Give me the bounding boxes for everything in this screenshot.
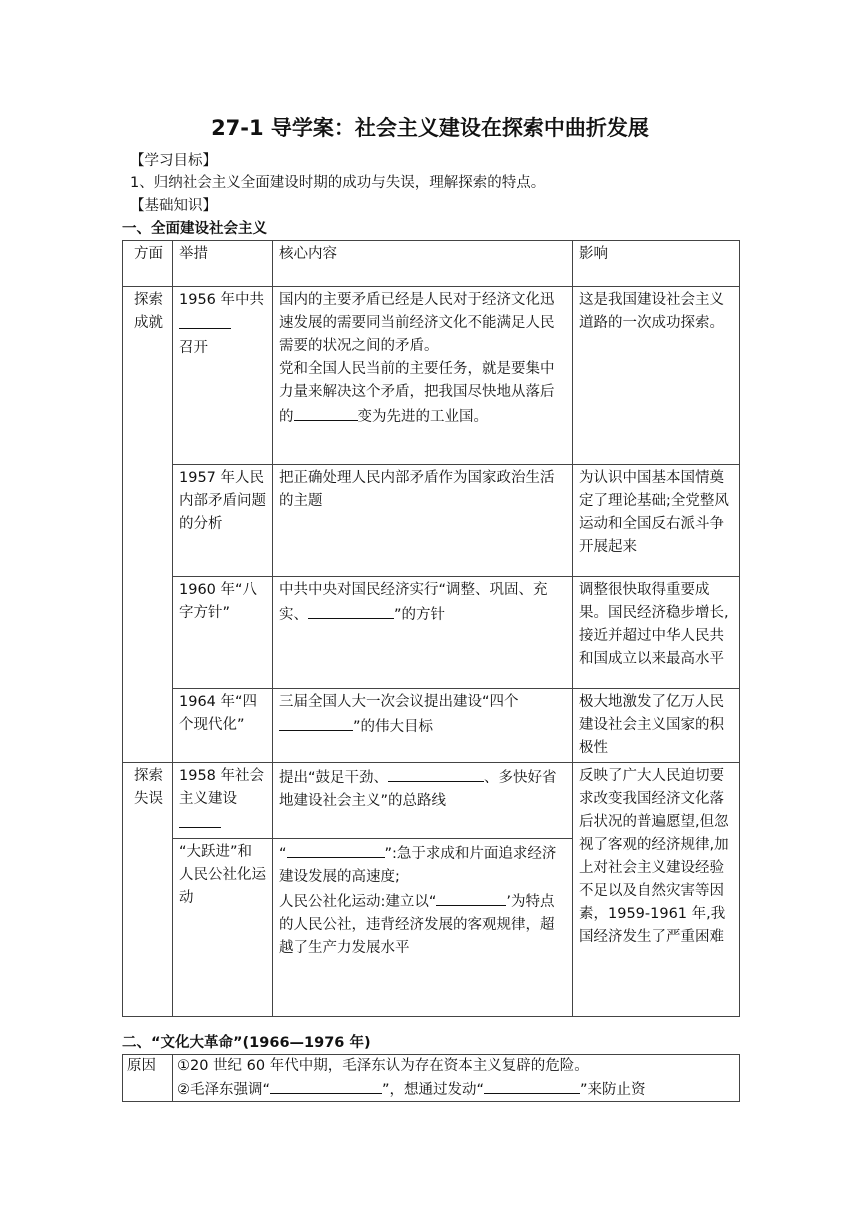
impact-cell: 为认识中国基本国情奠定了理论基础;全党整风运动和全国反右派斗争开展起来 (573, 465, 740, 577)
fill-blank[interactable] (308, 602, 394, 619)
core-text: 三届全国人大一次会议提出建设“四个 (279, 694, 519, 710)
core-text: ”的伟大目标 (353, 719, 434, 735)
fill-blank[interactable] (270, 1077, 382, 1094)
header-measure: 举措 (173, 241, 273, 287)
core-text: 国内的主要矛盾已经是人民对于经济文化迅速发展的需要同当前经济文化不能满足人民需要的状况之间的矛盾。 (279, 292, 555, 354)
table-row (123, 763, 740, 839)
reason-text: ②毛泽东强调“ (177, 1082, 271, 1098)
table-row (123, 1055, 740, 1102)
fill-blank[interactable] (179, 312, 231, 329)
impact-cell: 调整很快取得重要成果。国民经济稳步增长,接近并超过中华人民共和国成立以来最高水平 (573, 577, 740, 689)
measure-cell (173, 287, 273, 465)
reason-cell (173, 1055, 740, 1102)
section-2-heading: 二、“文化大革命”(1966—1976 年) (122, 1035, 371, 1051)
fill-blank[interactable] (294, 404, 358, 421)
group-failure-label: 探索失误 (123, 763, 173, 1017)
impact-cell: 极大地激发了亿万人民建设社会主义国家的积极性 (573, 689, 740, 763)
measure-cell: 1960 年“八字方针” (173, 577, 273, 689)
core-cell (273, 689, 573, 763)
core-text: 党和全国人民当前的主要任务，就是要集中力量来解决这个矛盾，把我国尽快地从落后的 (279, 361, 555, 425)
core-text: ”:急于求成和片面追求经济建设发展的高速度; (279, 846, 557, 885)
basic-knowledge-heading: 【基础知识】 (130, 198, 217, 214)
core-text: 人民公社化运动:建立以“ (279, 894, 437, 910)
core-text: 、多快好省地建设社会主义”的总路线 (279, 770, 557, 809)
section-1-heading: 一、全面建设社会主义 (122, 221, 267, 237)
core-text: “ (279, 846, 287, 862)
table-row (123, 577, 740, 689)
impact-cell: 反映了广大人民迫切要求改变我国经济文化落后状况的普遍愿望,但忽视了客观的经济规律,加上对社会主义建设经验不足以及自然灾害等因素，1959-1961 年,我国经济发生了严重困难 (573, 763, 740, 1017)
core-cell (273, 287, 573, 465)
fill-blank[interactable] (388, 765, 484, 782)
table-row (123, 465, 740, 577)
core-text: 中共中央对国民经济实行“调整、巩固、充实、 (279, 582, 548, 623)
header-aspect: 方面 (123, 241, 173, 287)
core-text: ’为特点的人民公社，违背经济发展的客观规律，超越了生产力发展水平 (279, 894, 555, 956)
measure-cell: “大跃进”和人民公社化运动 (173, 839, 273, 1017)
core-cell: 把正确处理人民内部矛盾作为国家政治生活的主题 (273, 465, 573, 577)
impact-cell: 这是我国建设社会主义道路的一次成功探索。 (573, 287, 740, 465)
core-text: ”的方针 (394, 607, 446, 623)
construction-table (122, 240, 740, 1017)
cultural-revolution-table (122, 1054, 740, 1102)
fill-blank[interactable] (484, 1077, 580, 1094)
core-text: 变为先进的工业国。 (357, 409, 488, 425)
header-core: 核心内容 (273, 241, 573, 287)
core-cell (273, 577, 573, 689)
table-row (123, 287, 740, 465)
measure-cell: 1964 年“四个现代化” (173, 689, 273, 763)
reason-label: 原因 (123, 1055, 173, 1102)
core-cell (273, 763, 573, 839)
measure-cell (173, 763, 273, 839)
core-text: 提出“鼓足干劲、 (279, 770, 389, 786)
fill-blank[interactable] (436, 889, 506, 906)
page-title: 27-1 导学案：社会主义建设在探索中曲折发展 (211, 116, 649, 140)
fill-blank[interactable] (287, 841, 385, 858)
core-cell (273, 839, 573, 1017)
reason-text: ”来防止资 (580, 1082, 646, 1098)
fill-blank[interactable] (179, 811, 221, 828)
table-header-row (123, 241, 740, 287)
header-impact: 影响 (573, 241, 740, 287)
table-row (123, 689, 740, 763)
reason-text: ①20 世纪 60 年代中期，毛泽东认为存在资本主义复辟的危险。 (177, 1058, 589, 1074)
measure-text: 1956 年中共 (179, 292, 265, 308)
learning-goal-heading: 【学习目标】 (130, 153, 217, 169)
measure-cell: 1957 年人民内部矛盾问题的分析 (173, 465, 273, 577)
measure-text: 召开 (179, 340, 208, 356)
group-success-label: 探索成就 (123, 287, 173, 763)
learning-goal-item: 1、归纳社会主义全面建设时期的成功与失误，理解探索的特点。 (130, 175, 546, 191)
measure-text: 1958 年社会主义建设 (179, 768, 265, 807)
reason-text: ”，想通过发动“ (382, 1082, 485, 1098)
fill-blank[interactable] (279, 714, 353, 731)
